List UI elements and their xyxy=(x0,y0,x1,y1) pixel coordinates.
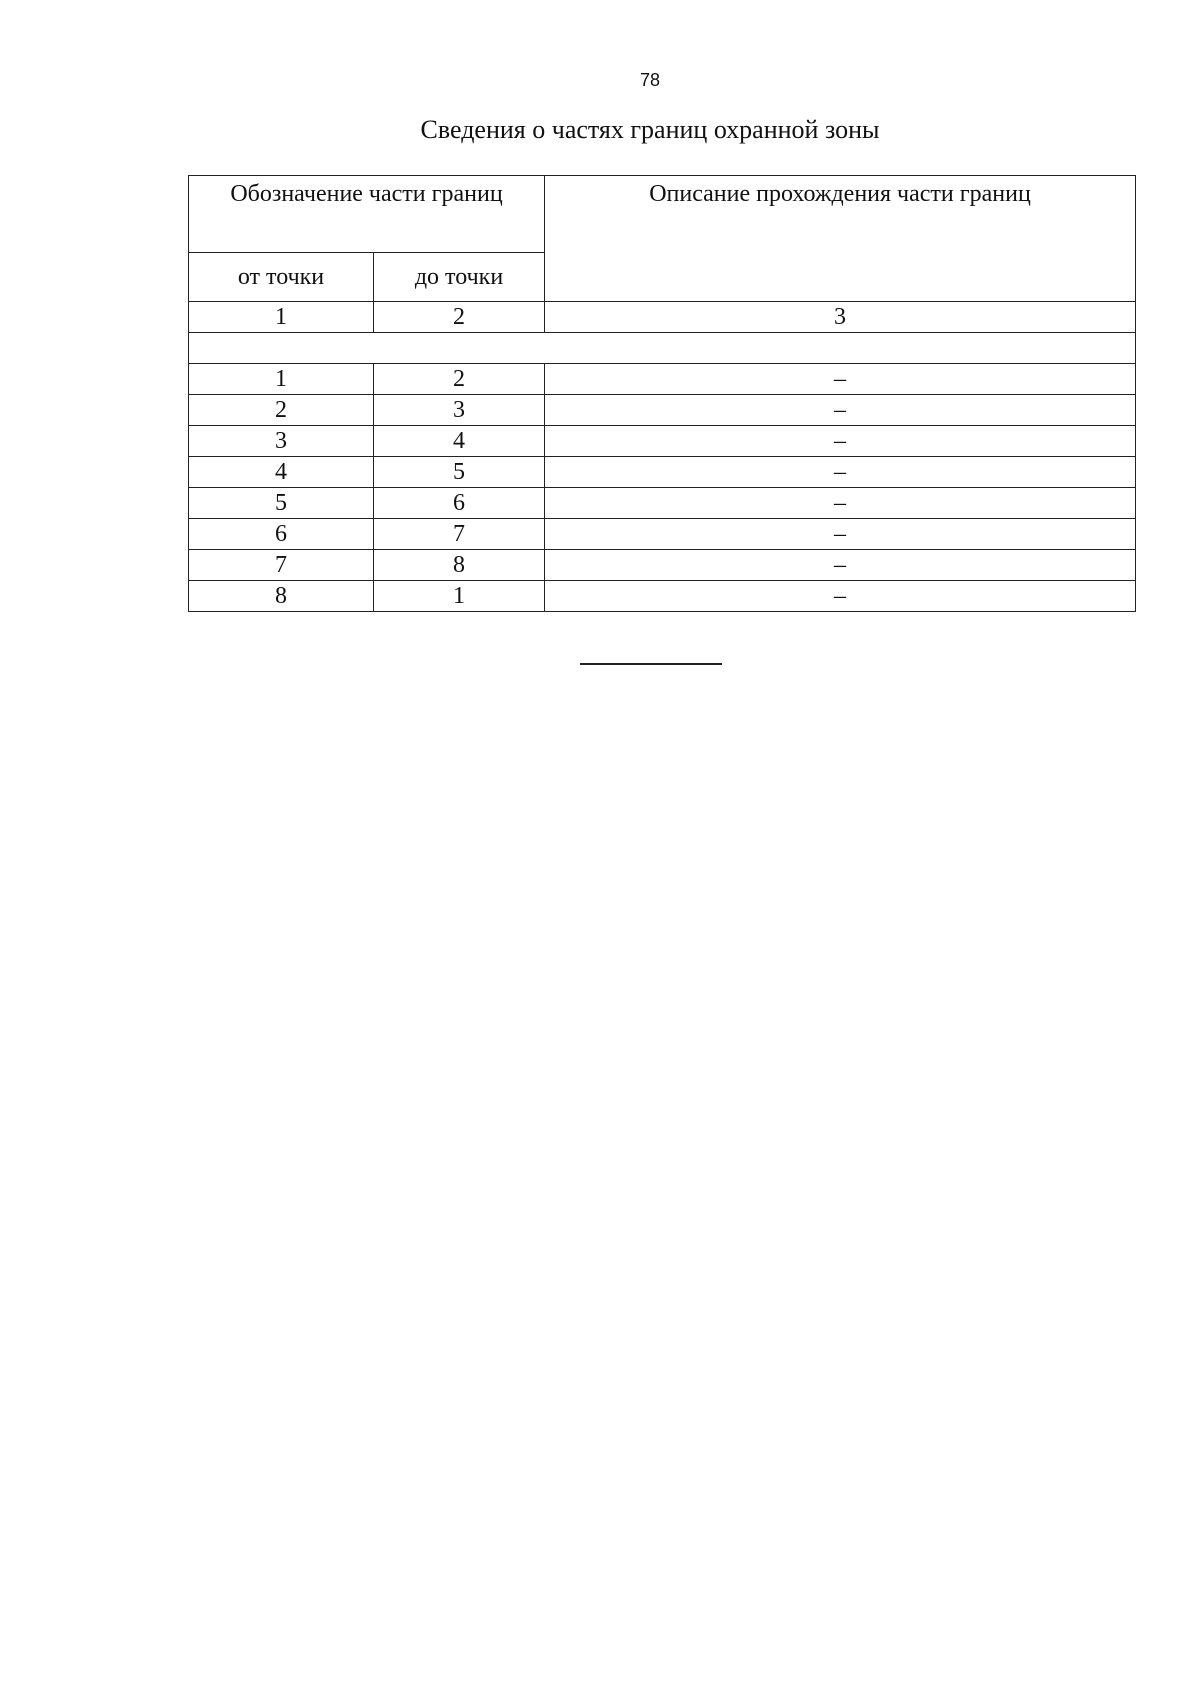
description-cell: – xyxy=(545,550,1136,581)
table-row xyxy=(189,364,1136,395)
header-boundary-description: Описание прохождения части границ xyxy=(545,176,1136,302)
header-from-point: от точки xyxy=(189,253,374,302)
to-point-cell: 5 xyxy=(374,457,545,488)
from-point-cell: 5 xyxy=(189,488,374,519)
boundary-parts-table xyxy=(188,175,1136,612)
table-row xyxy=(189,457,1136,488)
page-title: Сведения о частях границ охранной зоны xyxy=(420,115,880,144)
from-point-cell: 7 xyxy=(189,550,374,581)
from-point-cell: 1 xyxy=(189,364,374,395)
description-cell: – xyxy=(545,395,1136,426)
to-point-cell: 3 xyxy=(374,395,545,426)
to-point-cell: 6 xyxy=(374,488,545,519)
from-point-cell: 4 xyxy=(189,457,374,488)
from-point-cell: 8 xyxy=(189,581,374,612)
to-point-cell: 1 xyxy=(374,581,545,612)
table-row xyxy=(189,488,1136,519)
column-number: 2 xyxy=(374,302,545,333)
table-row xyxy=(189,426,1136,457)
from-point-cell: 2 xyxy=(189,395,374,426)
column-number: 1 xyxy=(189,302,374,333)
description-cell: – xyxy=(545,426,1136,457)
to-point-cell: 8 xyxy=(374,550,545,581)
from-point-cell: 6 xyxy=(189,519,374,550)
table-row xyxy=(189,519,1136,550)
table-header-row xyxy=(189,176,1136,253)
column-numbers-row xyxy=(189,302,1136,333)
empty-cell xyxy=(189,333,1136,364)
page-number: 78 xyxy=(639,70,661,90)
empty-row xyxy=(189,333,1136,364)
header-to-point: до точки xyxy=(374,253,545,302)
description-cell: – xyxy=(545,581,1136,612)
closing-separator-line xyxy=(580,663,722,665)
to-point-cell: 7 xyxy=(374,519,545,550)
column-number: 3 xyxy=(545,302,1136,333)
description-cell: – xyxy=(545,364,1136,395)
header-boundary-designation: Обозначение части границ xyxy=(189,176,545,253)
description-cell: – xyxy=(545,457,1136,488)
description-cell: – xyxy=(545,488,1136,519)
table-row xyxy=(189,581,1136,612)
table-row xyxy=(189,395,1136,426)
table-row xyxy=(189,550,1136,581)
from-point-cell: 3 xyxy=(189,426,374,457)
to-point-cell: 4 xyxy=(374,426,545,457)
to-point-cell: 2 xyxy=(374,364,545,395)
description-cell: – xyxy=(545,519,1136,550)
